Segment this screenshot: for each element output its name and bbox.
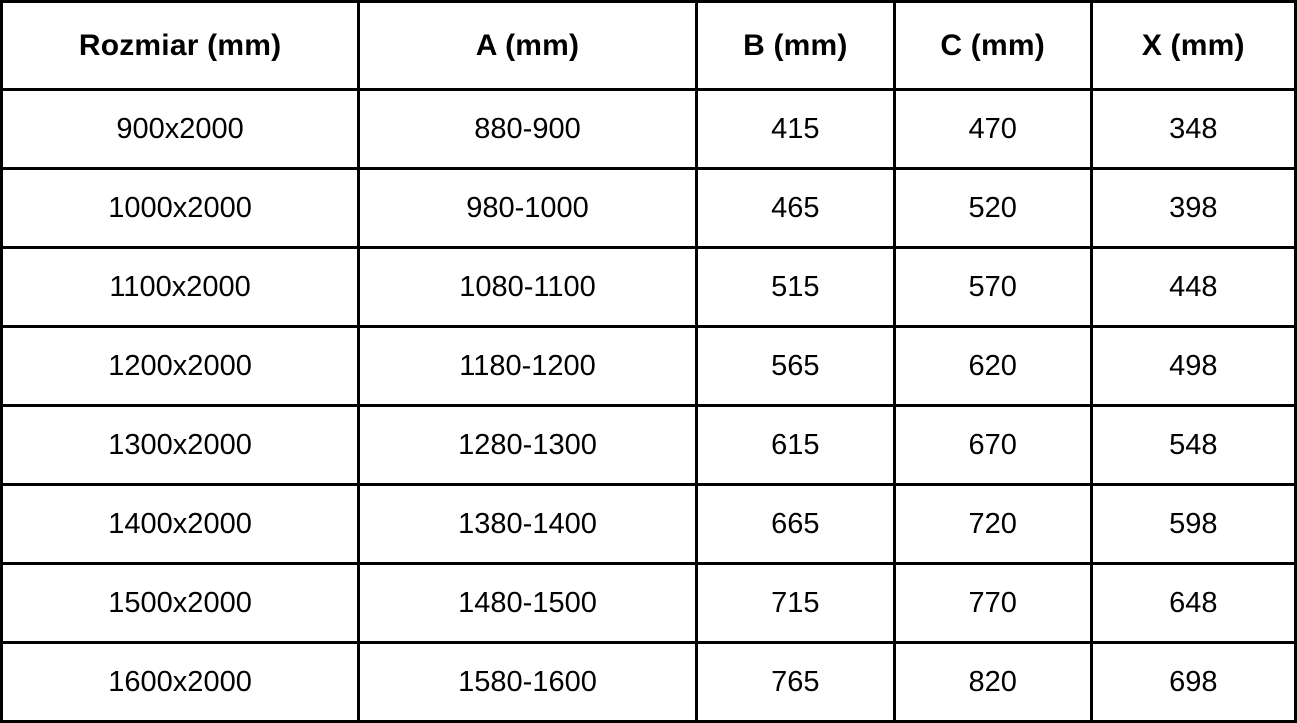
table-cell: 1580-1600 [359, 643, 697, 722]
table-cell: 1200x2000 [2, 327, 359, 406]
table-cell: 515 [696, 248, 894, 327]
table-cell: 1280-1300 [359, 406, 697, 485]
table-cell: 465 [696, 169, 894, 248]
column-header-x: X (mm) [1091, 2, 1295, 90]
table-cell: 398 [1091, 169, 1295, 248]
table-cell: 1300x2000 [2, 406, 359, 485]
table-cell: 880-900 [359, 90, 697, 169]
table-cell: 470 [894, 90, 1091, 169]
table-cell: 665 [696, 485, 894, 564]
column-header-b: B (mm) [696, 2, 894, 90]
table-cell: 1400x2000 [2, 485, 359, 564]
table-cell: 615 [696, 406, 894, 485]
table-cell: 1600x2000 [2, 643, 359, 722]
table-row [2, 564, 1296, 643]
table-cell: 648 [1091, 564, 1295, 643]
table-cell: 548 [1091, 406, 1295, 485]
table-row [2, 169, 1296, 248]
table-row [2, 327, 1296, 406]
table-cell: 348 [1091, 90, 1295, 169]
table-cell: 670 [894, 406, 1091, 485]
table-row [2, 643, 1296, 722]
table-cell: 1180-1200 [359, 327, 697, 406]
table-cell: 765 [696, 643, 894, 722]
column-header-a: A (mm) [359, 2, 697, 90]
table-cell: 698 [1091, 643, 1295, 722]
header-row [2, 2, 1296, 90]
table-cell: 1100x2000 [2, 248, 359, 327]
table-cell: 715 [696, 564, 894, 643]
table-cell: 1000x2000 [2, 169, 359, 248]
table-cell: 820 [894, 643, 1091, 722]
table-row [2, 406, 1296, 485]
table-cell: 620 [894, 327, 1091, 406]
table-cell: 1480-1500 [359, 564, 697, 643]
table-row [2, 485, 1296, 564]
column-header-rozmiar: Rozmiar (mm) [2, 2, 359, 90]
table-cell: 598 [1091, 485, 1295, 564]
table-cell: 448 [1091, 248, 1295, 327]
table-cell: 770 [894, 564, 1091, 643]
table-cell: 565 [696, 327, 894, 406]
table-cell: 1380-1400 [359, 485, 697, 564]
table-cell: 520 [894, 169, 1091, 248]
table-cell: 980-1000 [359, 169, 697, 248]
table-cell: 720 [894, 485, 1091, 564]
table-cell: 498 [1091, 327, 1295, 406]
table-row [2, 90, 1296, 169]
table-row [2, 248, 1296, 327]
table-cell: 1080-1100 [359, 248, 697, 327]
table-cell: 415 [696, 90, 894, 169]
column-header-c: C (mm) [894, 2, 1091, 90]
table-cell: 570 [894, 248, 1091, 327]
table-cell: 1500x2000 [2, 564, 359, 643]
table-cell: 900x2000 [2, 90, 359, 169]
